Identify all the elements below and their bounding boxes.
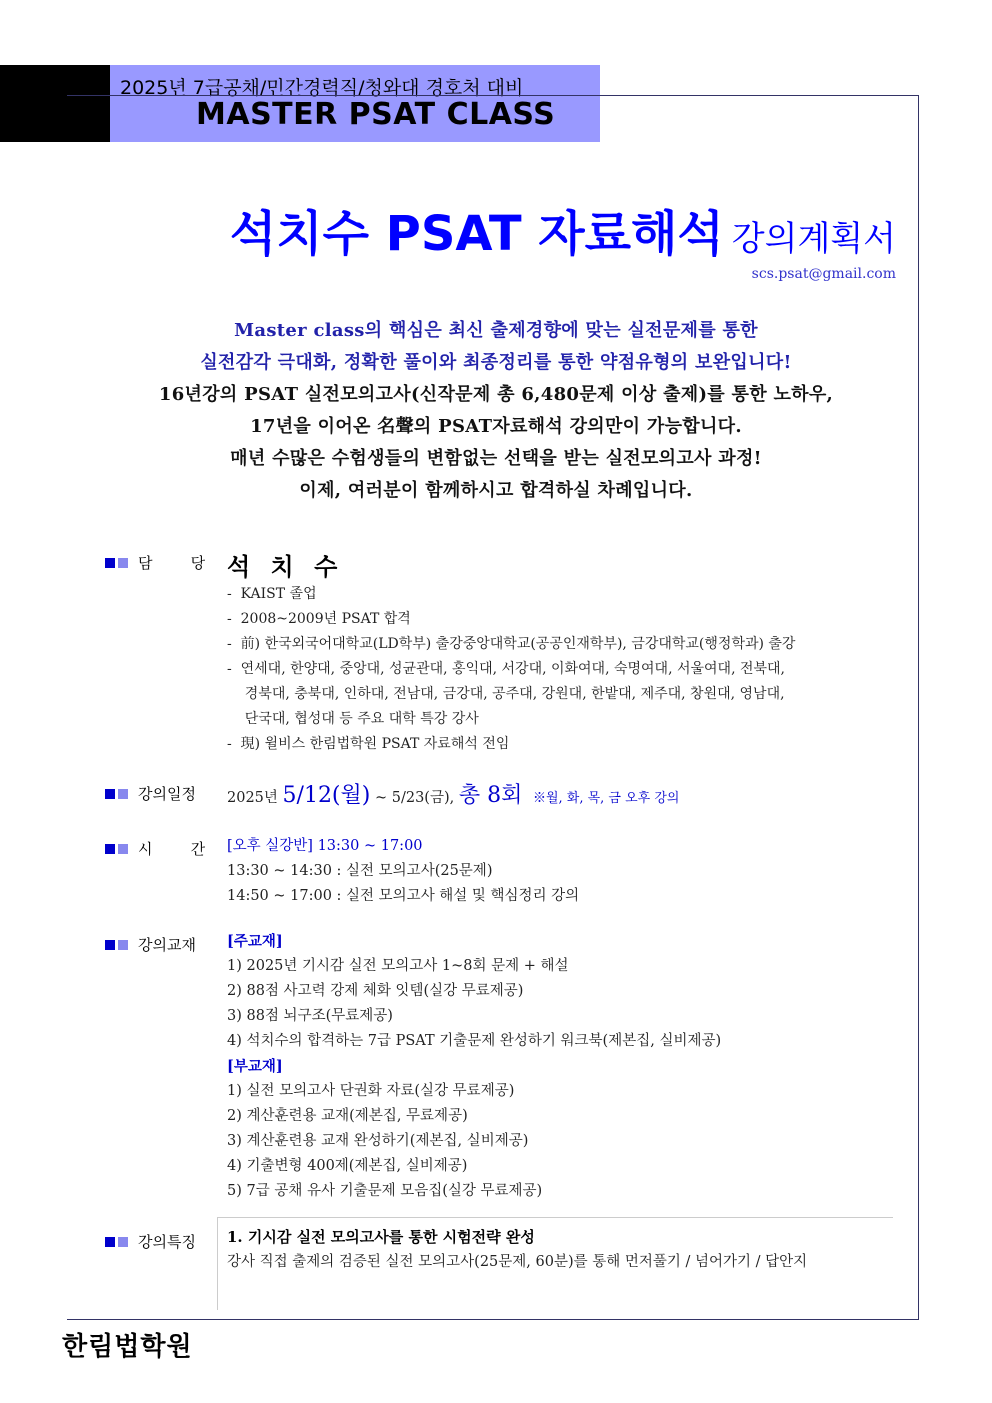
- materials-main-header: [주교재]: [227, 933, 283, 950]
- contact-email: scs.psat@gmail.com: [751, 266, 896, 282]
- materials-section: [227, 929, 721, 1204]
- materials-sub-item: 2) 계산훈련용 교재(제본집, 무료제공): [227, 1108, 468, 1124]
- materials-main-item: 4) 석치수의 합격하는 7급 PSAT 기출문제 완성하기 워크북(제본집, 실비제공): [227, 1033, 722, 1049]
- section-label-text: 강의일정: [138, 785, 196, 803]
- schedule-year: 2025년: [227, 790, 278, 806]
- features-text: 강사 직접 출제의 검증된 실전 모의고사(25문제, 60분)를 통해 먼저풀기 / 넘어가기 / 답안지: [227, 1254, 808, 1270]
- section-label-time: [105, 838, 205, 859]
- bullet-square-icon: [118, 1237, 128, 1247]
- time-row: 14:50 ~ 17:00 : 실전 모의고사 해설 및 핵심정리 강의: [227, 888, 580, 904]
- bullet-square-icon: [118, 789, 128, 799]
- materials-main-item: 2) 88점 사고력 강제 체화 잇템(실강 무료제공): [227, 983, 524, 999]
- intro-line: 17년을 이어온 名聲의 PSAT자료해석 강의만이 가능합니다.: [250, 416, 742, 437]
- schedule-note: ※월, 화, 목, 금 오후 강의: [532, 791, 680, 806]
- intro-line: 실전감각 극대화, 정확한 풀이와 최종정리를 통한 약점유형의 보완입니다!: [200, 352, 792, 373]
- teacher-section: [227, 547, 343, 582]
- features-title: 1. 기시감 실전 모의고사를 통한 시험전략 완성: [227, 1228, 535, 1246]
- bullet-square-icon: [118, 940, 128, 950]
- bio-item: 단국대, 협성대 등 주요 대학 특강 강사: [227, 711, 479, 727]
- schedule-tilde: ~: [374, 790, 388, 806]
- section-label-text: 강의특징: [138, 1233, 196, 1251]
- intro-line: 매년 수많은 수험생들의 변함없는 선택을 받는 실전모의고사 과정!: [230, 448, 762, 469]
- time-class-time: 13:30 ~ 17:00: [317, 838, 423, 854]
- bio-item: 경북대, 충북대, 인하대, 전남대, 금강대, 공주대, 강원대, 한밭대, 제주대, 창원대, 영남대,: [227, 686, 785, 702]
- materials-sub-item: 3) 계산훈련용 교재 완성하기(제본집, 실비제공): [227, 1133, 529, 1149]
- materials-sub-header: [부교재]: [227, 1058, 283, 1075]
- section-label-text: 담 당: [138, 554, 206, 572]
- bullet-square-icon: [118, 558, 128, 568]
- features-section: [227, 1225, 807, 1275]
- teacher-name: 석 치 수: [227, 552, 344, 581]
- bio-item: - 前) 한국외국어대학교(LD학부) 출강중앙대학교(공공인재학부), 금강대학교(행정학과) 출강: [227, 636, 796, 652]
- bullet-square-icon: [118, 844, 128, 854]
- header-title: MASTER PSAT CLASS: [196, 97, 556, 132]
- bullet-square-icon: [105, 789, 115, 799]
- time-section: [227, 834, 579, 909]
- bio-item: - KAIST 졸업: [227, 586, 317, 602]
- section-label-text: 강의교재: [138, 936, 196, 954]
- schedule-end: 5/23(금),: [391, 790, 455, 806]
- materials-sub-item: 4) 기출변형 400제(제본집, 실비제공): [227, 1158, 468, 1174]
- bullet-square-icon: [105, 1237, 115, 1247]
- materials-sub-item: 1) 실전 모의고사 단권화 자료(실강 무료제공): [227, 1083, 515, 1099]
- schedule-start: 5/12(월): [282, 783, 371, 808]
- schedule-line: [227, 778, 679, 809]
- section-label-features: [105, 1231, 196, 1252]
- materials-main-item: 1) 2025년 기시감 실전 모의고사 1~8회 문제 + 해설: [227, 958, 569, 974]
- bullet-square-icon: [105, 558, 115, 568]
- intro-line: 16년강의 PSAT 실전모의고사(신작문제 총 6,480문제 이상 출제)를 통한 노하우,: [158, 384, 834, 405]
- section-label-schedule: [105, 783, 196, 804]
- bullet-square-icon: [105, 844, 115, 854]
- intro-line: 이제, 여러분이 함께하시고 합격하실 차례입니다.: [299, 480, 693, 501]
- intro-line: Master class의 핵심은 최신 출제경향에 맞는 실전문제를 통한: [234, 320, 758, 341]
- section-label-materials: [105, 934, 196, 955]
- intro-block: [0, 315, 992, 507]
- time-class-name: [오후 실강반]: [227, 838, 313, 854]
- section-label-text: 시 간: [138, 840, 206, 858]
- page-title-sub: 강의계획서: [731, 219, 896, 259]
- bullet-square-icon: [105, 940, 115, 950]
- section-label-teacher: [105, 552, 205, 573]
- academy-logo: 한림법학원: [62, 1332, 193, 1362]
- page-title-main: 석치수 PSAT 자료해석: [229, 206, 724, 262]
- page-title: [230, 195, 896, 264]
- materials-sub-item: 5) 7급 공채 유사 기출문제 모음집(실강 무료제공): [227, 1183, 543, 1199]
- schedule-total: 총 8회: [458, 783, 523, 808]
- bio-item: - 연세대, 한양대, 중앙대, 성균관대, 홍익대, 서강대, 이화여대, 숙명여대, 서울여대, 전북대,: [227, 661, 785, 677]
- bio-item: - 2008~2009년 PSAT 합격: [227, 611, 411, 627]
- time-row: 13:30 ~ 14:30 : 실전 모의고사(25문제): [227, 863, 493, 879]
- materials-main-item: 3) 88점 뇌구조(무료제공): [227, 1008, 393, 1024]
- bio-item: - 現) 윌비스 한림법학원 PSAT 자료해석 전임: [227, 736, 510, 752]
- header-subtitle: 2025년 7급공채/민간경력직/청와대 경호처 대비: [120, 77, 524, 99]
- teacher-bio: [227, 582, 795, 757]
